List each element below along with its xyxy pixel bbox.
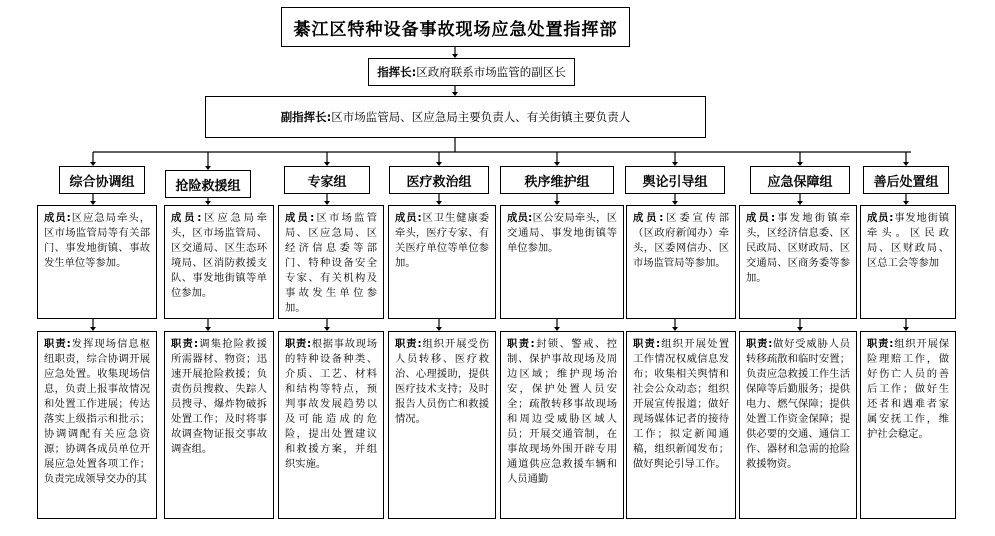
members-experts [278,205,384,319]
duties-rescue [164,331,274,519]
duties-text: 做好受威胁人员转移疏散和临时安置；负责应急救援工作生活保障等后勤服务；提供电力、燃气保障；提供处置工作资金保障；提供必要的交通、通信工作、器材和急需的抢险救援物资。 [746,338,850,470]
members-text: 区委宣传部（区政府新闻办）牵头，区委网信办、区市场监管局等参加。 [633,212,729,269]
members-text: 事发地街镇牵头。区民政局、区财政局、区总工会等参加 [867,212,949,269]
headquarters-title: 綦江区特种设备事故现场应急处置指挥部 [281,7,630,47]
duties-label: 职责: [44,338,71,350]
duties-text: 发挥现场信息枢纽职责，综合协调开展应急处置。收集现场信息，负责上报事故情况和处置工作进展；传达落实上级指示和批示；协调调配有关应急资源；协调各成员单位开展应急处置各项工作；负责完成领导交办的其 [44,338,151,485]
group-public-opinion: 舆论引导组 [625,166,725,194]
group-coordination: 综合协调组 [59,166,145,194]
group-aftermath: 善后处置组 [863,166,949,194]
members-text: 区市场监管局、区应急局、区经济信息委等部门、特种设备安全专家、有关机构及事故发生单位参加。 [285,212,378,314]
members-label: 成员: [507,212,533,224]
duties-label: 职责: [395,338,422,350]
duties-medical [388,331,496,519]
members-medical [388,205,496,319]
duties-label: 职责: [285,338,312,350]
members-label: 成员: [746,212,776,224]
duties-text: 组织开展处置工作情况权威信息发布；收集相关舆情和社会公众动态；组织开展宣传报道；做好现场媒体记者的接待工作；拟定新闻通稿，组织新闻发布；做好舆论引导工作。 [633,338,729,470]
deputy-commander-label: 副指挥长: [280,110,332,124]
duties-text: 组织开展保险理赔工作，做好伤亡人员的善后工作；做好生还者和遇难者家属安抚工作，维护社会稳定。 [867,338,949,440]
members-coordination [37,205,157,319]
group-order: 秩序维护组 [500,166,614,194]
members-text: 区应急局牵头，区市场监管局等有关部门、事发地街镇、事故发生单位等参加。 [44,212,151,269]
group-experts: 专家组 [284,166,370,194]
members-label: 成员: [44,212,71,224]
deputy-commander-text: 区市场监管局、区应急局主要负责人、有关街镇主要负责人 [331,110,631,124]
members-label: 成员: [171,212,202,224]
duties-experts [278,331,384,519]
group-support: 应急保障组 [750,166,850,194]
members-text: 区卫生健康委牵头，医疗专家、有关医疗单位等单位参加。 [395,212,489,269]
group-medical: 医疗救治组 [389,166,489,194]
duties-label: 职责: [633,338,661,350]
duties-text: 根据事故现场的特种设备种类、介质、工艺、材料和结构等特点，预判事故发展趋势以及可能造成的危险，提出处置建议和救援方案，并组织实施。 [285,338,377,470]
members-label: 成员: [285,212,315,224]
duties-text: 调集抢险救援所需器材、物资；迅速开展抢险救援；负责伤员搜救、失踪人员搜寻、爆炸物破拆处置工作；及时将事故调查物证报交事故调查组。 [171,338,267,455]
members-label: 成员: [867,212,894,224]
members-support [739,205,857,319]
deputy-commander-box [205,96,706,138]
members-label: 成员: [395,212,422,224]
commander-text: 区政府联系市场监管的副区长 [416,65,566,79]
duties-coordination [37,331,157,519]
members-text: 区应急局牵头，区市场监管局、区交通局、区生态环境局、区消防救援支队、事发地街镇等单位参加。 [171,212,267,299]
members-public-opinion [626,205,736,319]
members-rescue [164,205,274,319]
members-text: 事发地街镇牵头，区经济信息委、区民政局、区财政局、区交通局、区商务委等参加。 [746,212,850,284]
duties-label: 职责: [171,338,199,350]
duties-label: 职责: [867,338,894,350]
members-text: 区公安局牵头，区交通局、事发地街镇等单位参加。 [507,212,617,254]
members-order [500,205,624,319]
group-rescue: 抢险救援组 [165,170,251,198]
commander-label: 指挥长: [377,65,417,79]
duties-text: 封锁、警戒、控制、保护事故现场及周边区域；维护现场治安，保护处置人员安全；疏散转移事故现场和周边受威胁区域人员；开展交通管制，在事故现场外围开辟专用通道供应急救援车辆和人员通勤 [507,338,618,485]
duties-label: 职责: [746,338,773,350]
members-aftermath [860,205,956,319]
commander-box [368,58,575,86]
members-label: 成员: [633,212,664,224]
duties-aftermath [860,331,956,519]
duties-support [739,331,857,519]
duties-text: 组织开展受伤人员转移、医疗救治、心理援助，提供医疗技术支持；及时报告人员伤亡和救援情况。 [395,338,489,425]
duties-label: 职责: [507,338,535,350]
duties-public-opinion [626,331,736,519]
duties-order [500,331,624,519]
